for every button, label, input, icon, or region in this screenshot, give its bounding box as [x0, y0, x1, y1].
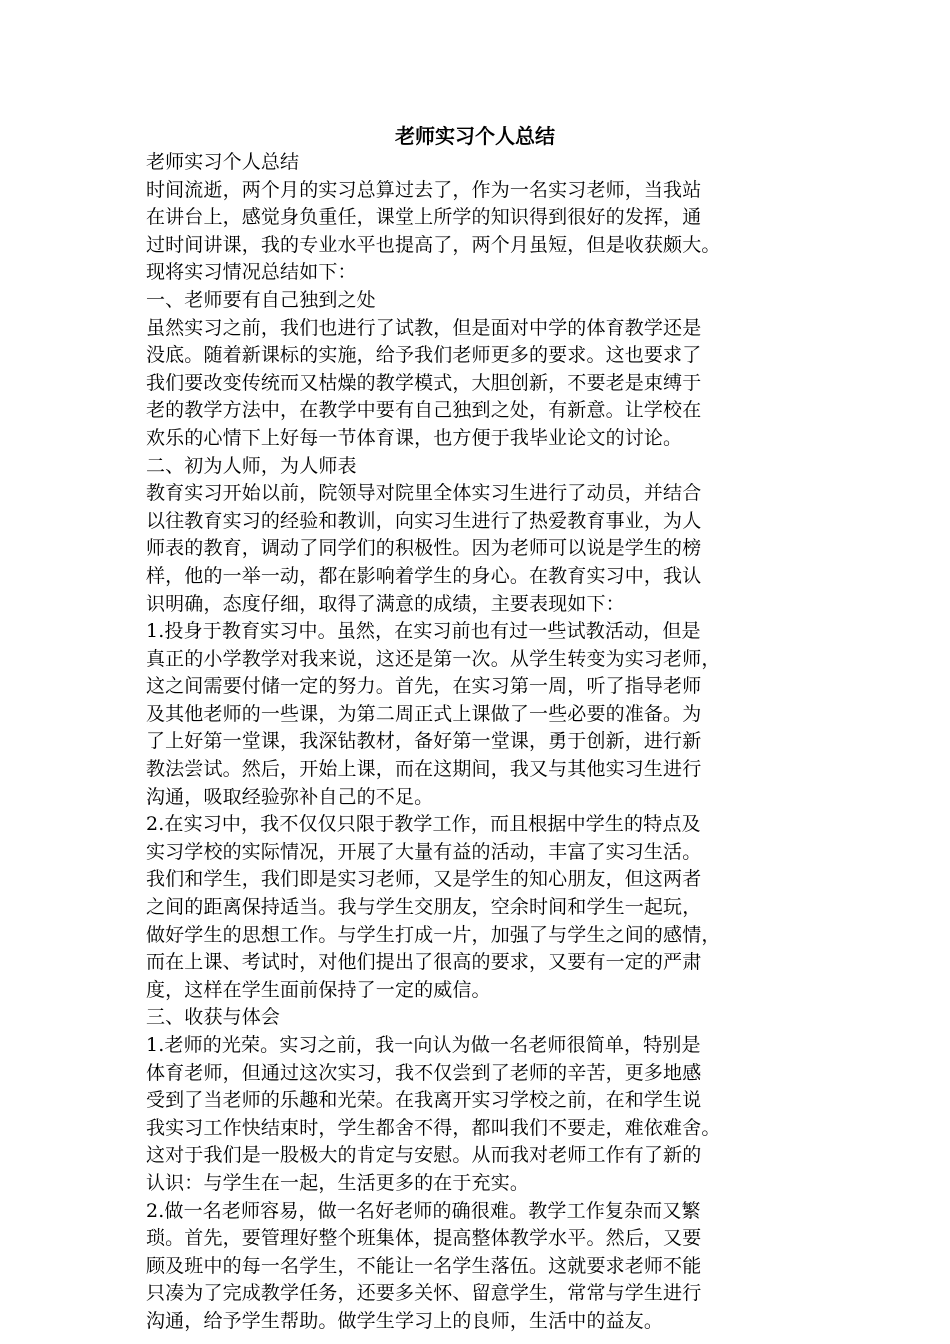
section-heading: 一、老师要有自己独到之处: [146, 288, 376, 311]
document-body: [146, 149, 806, 1336]
text-line: 现将实习情况总结如下：: [146, 261, 357, 284]
text-line: 认识：与学生在一起，生活更多的在于充实。: [146, 1171, 530, 1194]
document-title: 老师实习个人总结: [395, 124, 555, 148]
text-line: 体育老师，但通过这次实习，我不仅尝到了老师的辛苦，更多地感: [146, 1061, 702, 1084]
section-heading: 二、初为人师，为人师表: [146, 454, 357, 477]
text-line: 沟通，吸取经验弥补自己的不足。: [146, 785, 434, 808]
text-line: 1.投身于教育实习中。虽然，在实习前也有过一些试教活动，但是: [146, 620, 701, 643]
text-line: 我们要改变传统而又枯燥的教学模式，大胆创新，不要老是束缚于: [146, 371, 702, 394]
text-line: 我实习工作快结束时，学生都舍不得，都叫我们不要走，难依难舍。: [146, 1116, 721, 1139]
text-line: 度，这样在学生面前保持了一定的威信。: [146, 978, 491, 1001]
text-line: 教法尝试。然后，开始上课，而在这期间，我又与其他实习生进行: [146, 758, 702, 781]
text-line: 琐。首先，要管理好整个班集体，提高整体教学水平。然后，又要: [146, 1227, 702, 1250]
text-line: 2.在实习中，我不仅仅只限于教学工作，而且根据中学生的特点及: [146, 813, 701, 836]
text-line: 没底。随着新课标的实施，给予我们老师更多的要求。这也要求了: [146, 344, 702, 367]
text-line: 过时间讲课，我的专业水平也提高了，两个月虽短，但是收获颇大。: [146, 233, 721, 256]
text-line: 师表的教育，调动了同学们的积极性。因为老师可以说是学生的榜: [146, 537, 702, 560]
text-line: 这之间需要付储一定的努力。首先，在实习第一周，听了指导老师: [146, 675, 702, 698]
text-line: 老的教学方法中，在教学中要有自己独到之处，有新意。让学校在: [146, 399, 702, 422]
text-line: 虽然实习之前，我们也进行了试教，但是面对中学的体育教学还是: [146, 316, 702, 339]
text-line: 识明确，态度仔细，取得了满意的成绩，主要表现如下：: [146, 592, 625, 615]
text-line: 实习学校的实际情况，开展了大量有益的活动，丰富了实习生活。: [146, 840, 702, 863]
text-line: 在讲台上，感觉身负重任，课堂上所学的知识得到很好的发挥，通: [146, 206, 702, 229]
text-line: 之间的距离保持适当。我与学生交朋友，空余时间和学生一起玩，: [146, 896, 702, 919]
text-line: 1.老师的光荣。实习之前，我一向认为做一名老师很简单，特别是: [146, 1034, 701, 1056]
text-line: 受到了当老师的乐趣和光荣。在我离开实习学校之前，在和学生说: [146, 1089, 702, 1112]
text-line: 这对于我们是一股极大的肯定与安慰。从而我对老师工作有了新的: [146, 1144, 702, 1167]
text-line: 顾及班中的每一名学生，不能让一名学生落伍。这就要求老师不能: [146, 1254, 702, 1277]
text-line: 做好学生的思想工作。与学生打成一片，加强了与学生之间的感情，: [146, 923, 721, 946]
text-line: 欢乐的心情下上好每一节体育课，也方便于我毕业论文的讨论。: [146, 426, 683, 449]
section-heading: 三、收获与体会: [146, 1006, 281, 1029]
text-line: 沟通，给予学生帮助。做学生学习上的良师，生活中的益友。: [146, 1309, 664, 1332]
text-line: 老师实习个人总结: [146, 151, 300, 173]
text-line: 及其他老师的一些课，为第二周正式上课做了一些必要的准备。为: [146, 702, 702, 725]
text-line: 我们和学生，我们即是实习老师，又是学生的知心朋友，但这两者: [146, 868, 702, 891]
text-line: 真正的小学教学对我来说，这还是第一次。从学生转变为实习老师，: [146, 647, 721, 670]
text-line: 样，他的一举一动，都在影响着学生的身心。在教育实习中，我认: [146, 564, 702, 587]
text-line: 时间流逝，两个月的实习总算过去了，作为一名实习老师，当我站: [146, 178, 702, 201]
text-line: 而在上课、考试时，对他们提出了很高的要求，又要有一定的严肃: [146, 951, 702, 974]
text-line: 只凑为了完成教学任务，还要多关怀、留意学生，常常与学生进行: [146, 1282, 702, 1305]
text-line: 了上好第一堂课，我深钻教材，备好第一堂课，勇于创新，进行新: [146, 730, 702, 753]
text-line: 教育实习开始以前，院领导对院里全体实习生进行了动员，并结合: [146, 482, 702, 505]
text-line: 以往教育实习的经验和教训，向实习生进行了热爱教育事业，为人: [146, 509, 702, 532]
text-line: 2.做一名老师容易，做一名好老师的确很难。教学工作复杂而又繁: [146, 1199, 701, 1222]
